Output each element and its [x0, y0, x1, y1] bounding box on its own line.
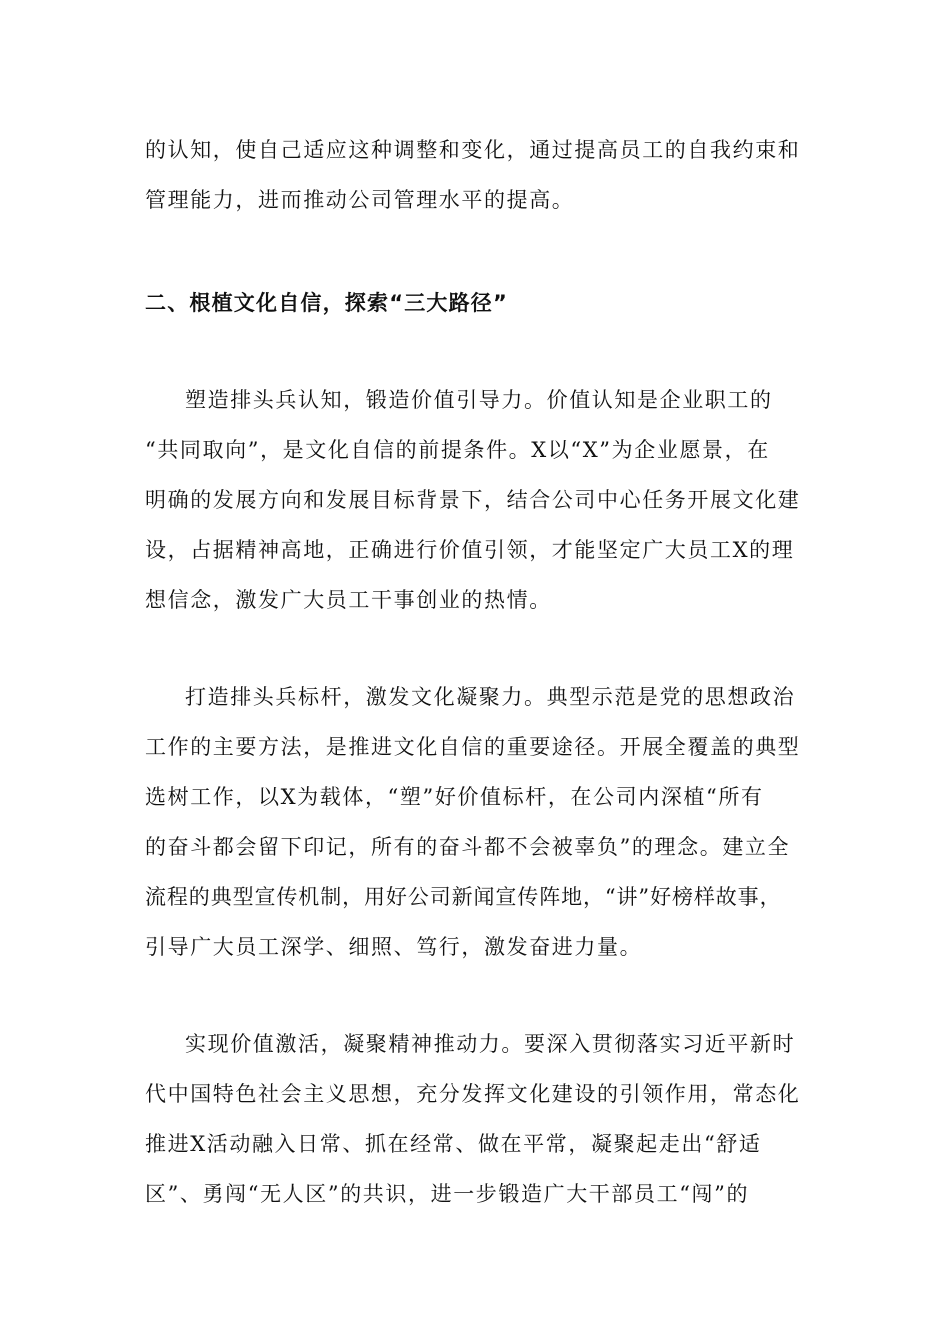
paragraph-first-line: 塑造排头兵认知，锻造价值引导力。价值认知是企业职工的: [185, 388, 773, 412]
section-heading: 二、根植文化自信，探索“三大路径”: [145, 291, 509, 315]
text-line: 明确的发展方向和发展目标背景下，结合公司中心任务开展文化建: [145, 488, 801, 512]
text-line: 工作的主要方法，是推进文化自信的重要途径。开展全覆盖的典型: [145, 735, 801, 759]
paragraph-first-line: 打造排头兵标杆，激发文化凝聚力。典型示范是党的思想政治: [185, 685, 796, 709]
text-line: 区”、勇闯“无人区”的共识，进一步锻造广大干部员工“闯”的: [145, 1182, 750, 1206]
paragraph-first-line: 实现价值激活，凝聚精神推动力。要深入贯彻落实习近平新时: [185, 1032, 796, 1056]
text-line: 管理能力，进而推动公司管理水平的提高。: [145, 188, 575, 212]
text-line: 选树工作，以X为载体，“塑”好价值标杆，在公司内深植“所有: [145, 785, 764, 809]
text-line: 设，占据精神高地，正确进行价值引领，才能坚定广大员工X的理: [145, 538, 795, 562]
text-line: 的认知，使自己适应这种调整和变化，通过提高员工的自我约束和: [145, 138, 801, 162]
text-line: 代中国特色社会主义思想，充分发挥文化建设的引领作用，常态化: [145, 1082, 801, 1106]
text-line: 的奋斗都会留下印记，所有的奋斗都不会被辜负”的理念。建立全: [145, 835, 791, 859]
text-line: “共同取向”，是文化自信的前提条件。X以“X”为企业愿景，在: [145, 438, 770, 462]
text-line: 引导广大员工深学、细照、笃行，激发奋进力量。: [145, 935, 643, 959]
text-line: 推进X活动融入日常、抓在经常、做在平常，凝聚起走出“舒适: [145, 1132, 762, 1156]
text-line: 想信念，激发广大员工干事创业的热情。: [145, 588, 552, 612]
text-line: 流程的典型宣传机制，用好公司新闻宣传阵地，“讲”好榜样故事，: [145, 885, 782, 909]
